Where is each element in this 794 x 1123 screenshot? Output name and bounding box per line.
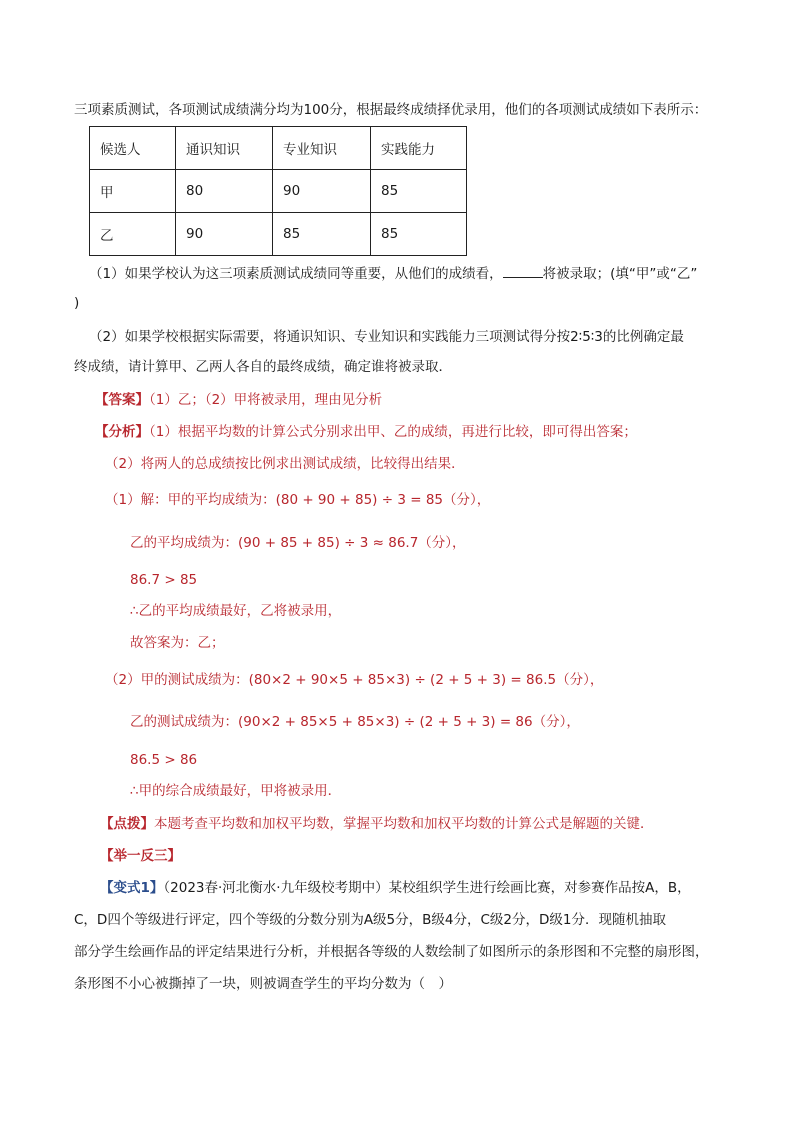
score-table xyxy=(89,126,467,256)
answer-text: （1）乙；（2）甲将被录用，理由见分析 xyxy=(149,392,383,408)
solution-2-line1 xyxy=(105,670,603,690)
table-row xyxy=(90,170,467,213)
point-tag: 【点拨】 xyxy=(100,816,154,832)
question-2-line1: （2）如果学校根据实际需要，将通识知识、专业知识和实践能力三项测试得分按2∶5∶3的比例确定最 xyxy=(89,329,684,345)
solution-2-head: （2） xyxy=(105,672,141,688)
solution-1-line1 xyxy=(105,490,490,510)
analysis-line2: （2）将两人的总成绩按比例求出测试成绩，比较得出结果． xyxy=(105,456,465,472)
section-title: 【举一反三】 xyxy=(100,848,181,864)
variant-line1 xyxy=(100,878,691,898)
question-1 xyxy=(89,263,697,284)
table-cell: 甲 xyxy=(90,170,176,213)
variant-text-1: （2023春·河北衡水·九年级校考期中）某校组织学生进行绘画比赛，对参赛作品按A，B， xyxy=(163,880,691,896)
table-header-cell: 专业知识 xyxy=(273,127,371,170)
answer-tag: 【答案】 xyxy=(95,392,149,408)
question-2-line2: 终成绩，请计算甲、乙两人各自的最终成绩，确定谁将被录取． xyxy=(74,359,452,375)
table-header-cell: 候选人 xyxy=(90,127,176,170)
table-cell: 80 xyxy=(176,170,273,213)
solution-1-l2: 乙的平均成绩为：(90 + 85 + 85) ÷ 3 ≈ 86.7（分）， xyxy=(130,535,466,551)
point-line xyxy=(100,814,654,834)
solution-2-l3: 86.5 > 86 xyxy=(130,752,198,768)
table-header-cell: 通识知识 xyxy=(176,127,273,170)
analysis-text-1: （1）根据平均数的计算公式分别求出甲、乙的成绩，再进行比较，即可得出答案； xyxy=(149,424,637,440)
table-cell: 85 xyxy=(371,170,467,213)
solution-2-l1: 甲的测试成绩为：(80×2 + 90×5 + 85×3) ÷ (2 + 5 + 3) = 86.5（分）， xyxy=(140,672,604,688)
table-cell: 85 xyxy=(371,213,467,256)
table-row xyxy=(90,213,467,256)
variant-line2: C，D四个等级进行评定，四个等级的分数分别为A级5分，B级4分，C级2分，D级1分．现随机抽取 xyxy=(74,912,666,928)
table-header-row xyxy=(90,127,467,170)
solution-1-l1: 甲的平均成绩为：(80 + 90 + 85) ÷ 3 = 85（分）， xyxy=(167,492,491,508)
point-text: 本题考查平均数和加权平均数，掌握平均数和加权平均数的计算公式是解题的关键． xyxy=(154,816,654,832)
analysis-line1 xyxy=(95,422,637,442)
solution-1-l3: 86.7 > 85 xyxy=(130,572,198,588)
table-cell: 乙 xyxy=(90,213,176,256)
analysis-tag: 【分析】 xyxy=(95,424,149,440)
table-cell: 90 xyxy=(176,213,273,256)
question-1-text: （1）如果学校认为这三项素质测试成绩同等重要，从他们的成绩看， xyxy=(89,266,503,282)
solution-1-l4: ∴乙的平均成绩最好，乙将被录用， xyxy=(130,603,342,619)
table-header-cell: 实践能力 xyxy=(371,127,467,170)
question-1-cont: ) xyxy=(74,295,80,311)
variant-line4: 条形图不小心被撕掉了一块，则被调查学生的平均分数为（ ） xyxy=(74,976,452,992)
variant-tag: 【变式1】 xyxy=(100,880,164,896)
variant-line3: 部分学生绘画作品的评定结果进行分析，并根据各等级的人数绘制了如图所示的条形图和不完整的扇形图， xyxy=(74,944,709,960)
answer-blank xyxy=(503,263,543,278)
solution-2-l4: ∴甲的综合成绩最好，甲将被录用． xyxy=(130,783,342,799)
table-cell: 85 xyxy=(273,213,371,256)
intro-text: 三项素质测试，各项测试成绩满分均为100分，根据最终成绩择优录用，他们的各项测试成绩如下表所示： xyxy=(74,102,708,118)
answer-line xyxy=(95,390,382,410)
table-cell: 90 xyxy=(273,170,371,213)
solution-1-head: （1）解： xyxy=(105,492,168,508)
solution-1-l5: 故答案为：乙； xyxy=(130,635,225,651)
solution-2-l2: 乙的测试成绩为：(90×2 + 85×5 + 85×3) ÷ (2 + 5 + 3) = 86（分）， xyxy=(130,714,580,730)
question-1-suffix: 将被录取；(填“甲”或“乙” xyxy=(542,266,698,282)
